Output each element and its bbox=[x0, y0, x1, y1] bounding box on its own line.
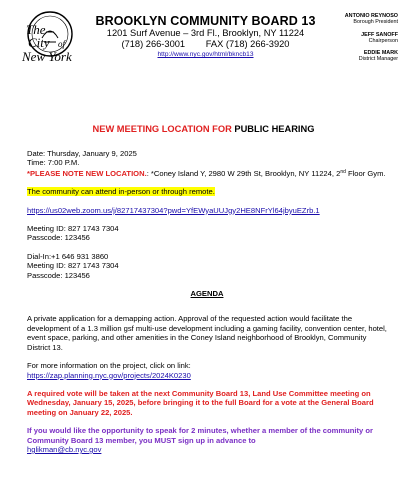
officer-title: Borough President bbox=[353, 19, 398, 25]
passcode: Passcode: 123456 bbox=[27, 233, 90, 243]
officers-list bbox=[320, 13, 398, 69]
officer-name: ANTONIO REYNOSO bbox=[344, 13, 398, 19]
seal-icon bbox=[20, 4, 86, 70]
agenda-title: AGENDA bbox=[190, 289, 224, 299]
more-info-text: For more information on the project, click on link: bbox=[27, 361, 191, 371]
org-name: BROOKLYN COMMUNITY BOARD 13 bbox=[95, 14, 316, 28]
org-fax: FAX (718) 266-3920 bbox=[205, 39, 290, 49]
org-address: 1201 Surf Avenue – 3rd Fl., Brooklyn, NY 11224 bbox=[106, 28, 305, 38]
location-text: : *Coney Island Y, 2980 W 29th St, Brooklyn, NY 11224, 2 bbox=[146, 168, 341, 178]
speak-notice: If you would like the opportunity to speak for 2 minutes, whether a member of the community or Community Board 13 member, you MUST sign up in advance to bbox=[27, 426, 373, 445]
headline-black-part: PUBLIC HEARING bbox=[234, 124, 315, 134]
meeting-date: Date: Thursday, January 9, 2025 bbox=[27, 149, 137, 158]
zoom-link[interactable]: https://us02web.zoom.us/j/82717437304?pwd=YfEWyaUUJgy2HE8NFrYl64jbyuEZrb.1 bbox=[27, 205, 320, 215]
org-website-link[interactable]: http://www.nyc.gov/html/bkncb13 bbox=[157, 51, 254, 58]
seal-word-the: The bbox=[26, 22, 46, 37]
meeting-time: Time: 7:00 P.M. bbox=[27, 158, 80, 168]
meeting-location: *PLEASE NOTE NEW LOCATION.: *Coney Island Y, 2980 W 29th St, Brooklyn, NY 11224, 2nd Floor Gym. bbox=[27, 168, 386, 178]
org-block bbox=[88, 14, 323, 59]
seal-word-of: of bbox=[58, 39, 66, 49]
location-floor: Floor Gym. bbox=[345, 168, 386, 178]
org-phone: (718) 266-3001 bbox=[121, 39, 186, 49]
attendance-highlight: The community can attend in-person or through remote. bbox=[27, 187, 215, 197]
headline-red-part: NEW MEETING LOCATION FOR bbox=[92, 124, 235, 134]
dial-in: Dial-In:+1 646 931 3860 bbox=[27, 251, 109, 261]
signup-email-link[interactable]: hglikman@cb.nyc.gov bbox=[27, 444, 102, 454]
meeting-id: Meeting ID: 827 1743 7304 bbox=[27, 224, 119, 234]
project-link[interactable]: https://zap.planning.nyc.gov/projects/2024K0230 bbox=[27, 370, 191, 380]
letterhead bbox=[0, 0, 407, 80]
seal-word-new-york: New York bbox=[22, 49, 72, 64]
org-phones bbox=[88, 39, 323, 50]
officer-name: EDDIE MARK bbox=[363, 50, 398, 56]
notice-body bbox=[27, 149, 387, 454]
notice-headline bbox=[0, 124, 407, 134]
officer-title: District Manager bbox=[358, 56, 398, 62]
city-seal-logo bbox=[20, 4, 86, 70]
attendance-note bbox=[27, 187, 387, 196]
officer-title: Chairperson bbox=[368, 37, 398, 44]
meeting-id-2: Meeting ID: 827 1743 7304 bbox=[27, 261, 119, 271]
vote-notice: A required vote will be taken at the next Community Board 13, Land Use Committee meeting on Wednesday, January 15, 2025, before bringing it to the full Board for a vote at the General Board meeting on January 22, 2025. bbox=[27, 388, 374, 417]
agenda-body: A private application for a demapping action. Approval of the requested action would facilitate the development of a 1.3 million gsf multi-use development including a gaming facility, convention center, hotel, event space, parking, and other amenities in the Coney Island neighborhood of Brooklyn, Community District 13. bbox=[27, 314, 387, 352]
speak-notice-block bbox=[27, 426, 387, 454]
officer-name: JEFF SANOFF bbox=[361, 31, 398, 38]
seal-word-city: City bbox=[28, 35, 50, 50]
location-label: *PLEASE NOTE NEW LOCATION. bbox=[27, 168, 147, 178]
passcode-2: Passcode: 123456 bbox=[27, 270, 90, 280]
